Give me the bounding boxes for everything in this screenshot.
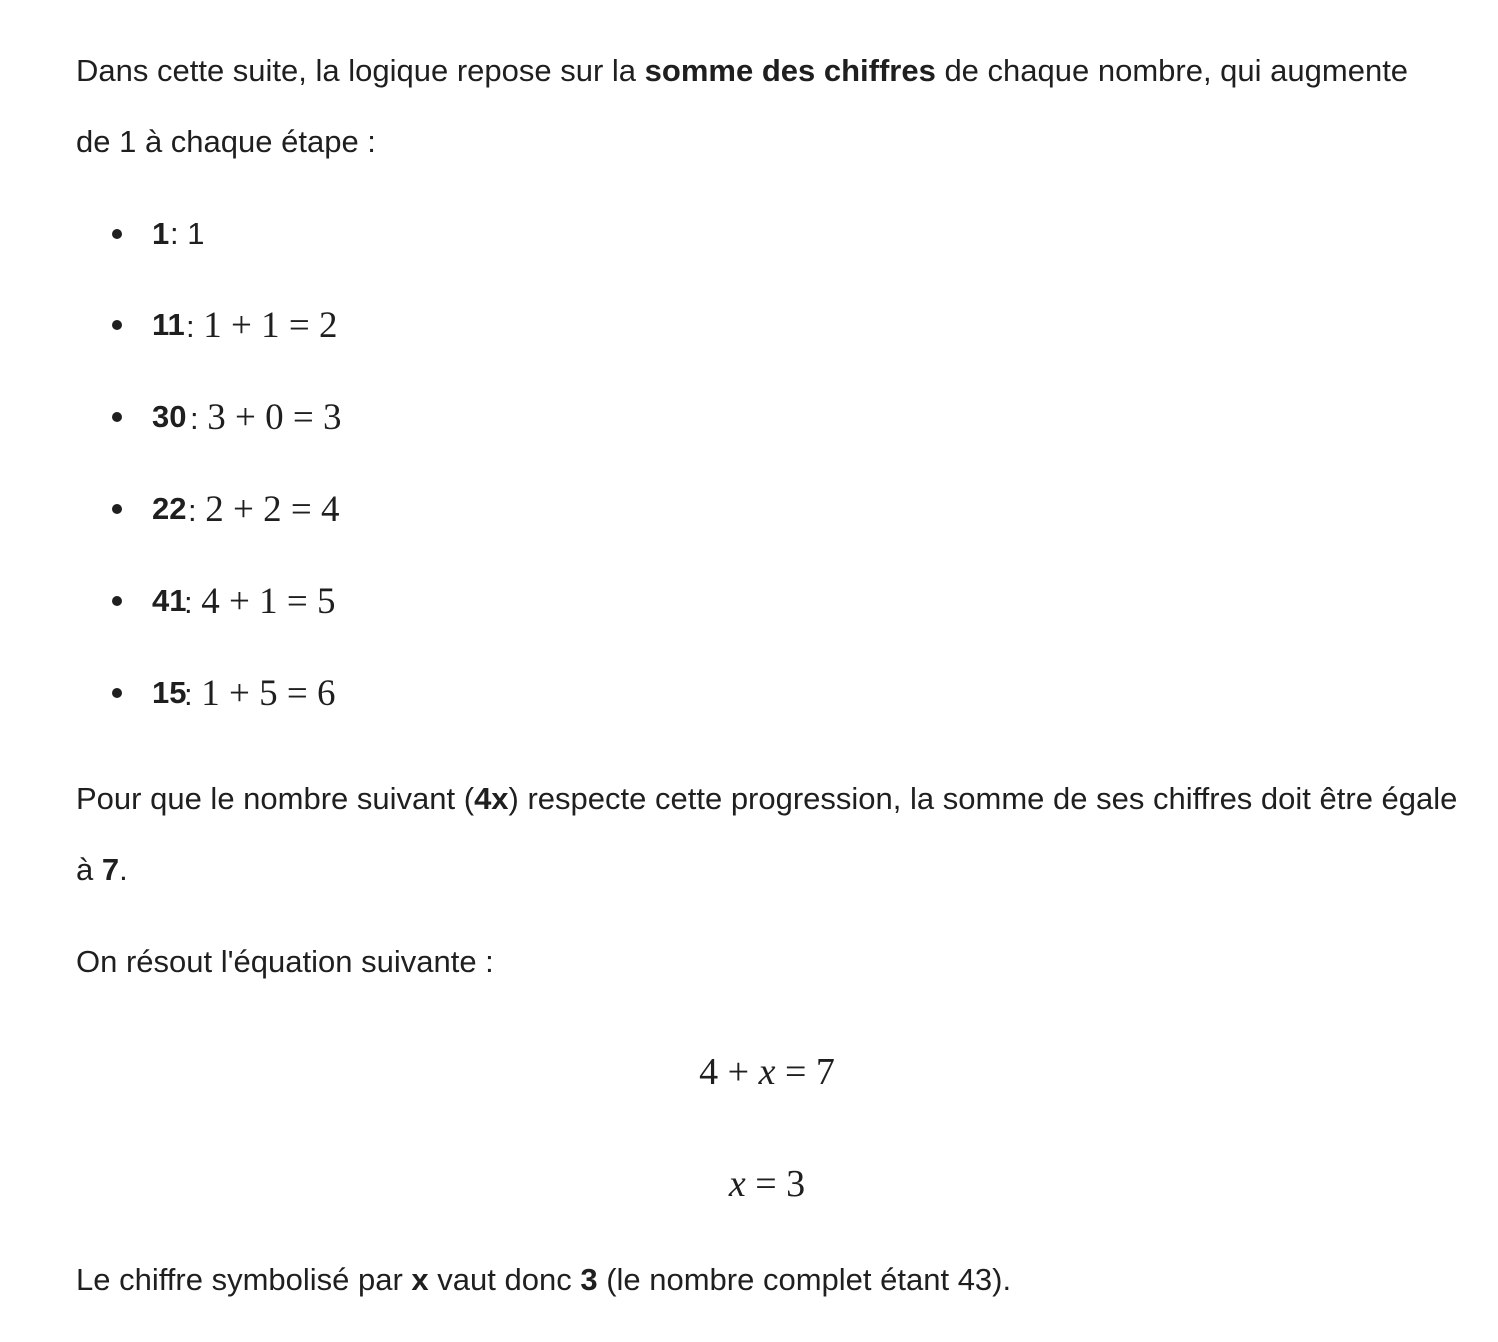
step-expression: 1 [187, 216, 205, 251]
step-number: 11 [152, 307, 185, 342]
conclusion-bold-value: 3 [580, 1262, 598, 1297]
progression-text-middle: ) respecte cette progression, la somme de ses chiffres doit être égale à [76, 781, 1458, 887]
solve-intro: On résout l'équation suivante : [76, 944, 494, 979]
step-expression: 1 + 5 = 6 [201, 672, 336, 714]
progression-paragraph [76, 763, 1476, 905]
step-separator: : [184, 584, 202, 620]
bullet-icon [112, 596, 122, 606]
equation-2-variable: x [728, 1163, 746, 1205]
progression-text-after: . [119, 852, 128, 887]
step-expression: 1 + 1 = 2 [203, 304, 338, 346]
progression-bold-term: 4x [474, 781, 509, 816]
bullet-icon [112, 688, 122, 698]
conclusion-paragraph [76, 1244, 1011, 1315]
equation-2-right: = 3 [745, 1163, 806, 1205]
step-separator: : [184, 676, 202, 712]
equation-1-left: 4 + [699, 1051, 759, 1093]
step-expression: 2 + 2 = 4 [205, 488, 340, 530]
bullet-icon [112, 504, 122, 514]
conclusion-bold-variable: x [411, 1262, 429, 1297]
intro-text-before: Dans cette suite, la logique repose sur la [76, 53, 645, 88]
step-number: 30 [152, 399, 187, 434]
step-number: 1 [152, 216, 170, 251]
step-separator: : [186, 308, 204, 344]
step-number: 41 [152, 583, 187, 618]
conclusion-text-after: (le nombre complet étant 43). [597, 1262, 1012, 1297]
step-number: 22 [152, 491, 187, 526]
bullet-icon [112, 229, 122, 239]
equation-2 [76, 1162, 1458, 1206]
step-expression: 3 + 0 = 3 [207, 396, 342, 438]
step-number: 15 [152, 675, 187, 710]
step-separator: : [188, 492, 206, 528]
progression-bold-value: 7 [101, 852, 120, 887]
progression-text-before: Pour que le nombre suivant ( [76, 781, 475, 816]
equation-1-right: = 7 [775, 1051, 835, 1093]
bullet-icon [112, 320, 122, 330]
equation-1 [76, 1050, 1458, 1094]
conclusion-text-before: Le chiffre symbolisé par [76, 1262, 412, 1297]
step-expression: 4 + 1 = 5 [201, 580, 336, 622]
equation-1-variable: x [758, 1051, 776, 1093]
step-separator: : [190, 400, 208, 436]
intro-paragraph [76, 35, 1436, 177]
intro-text-after: de chaque nombre, qui augmente de 1 à chaque étape : [76, 53, 1409, 159]
intro-bold: somme des chiffres [644, 53, 936, 88]
conclusion-text-middle: vaut donc [428, 1262, 581, 1297]
bullet-icon [112, 412, 122, 422]
step-separator: : [170, 216, 188, 251]
